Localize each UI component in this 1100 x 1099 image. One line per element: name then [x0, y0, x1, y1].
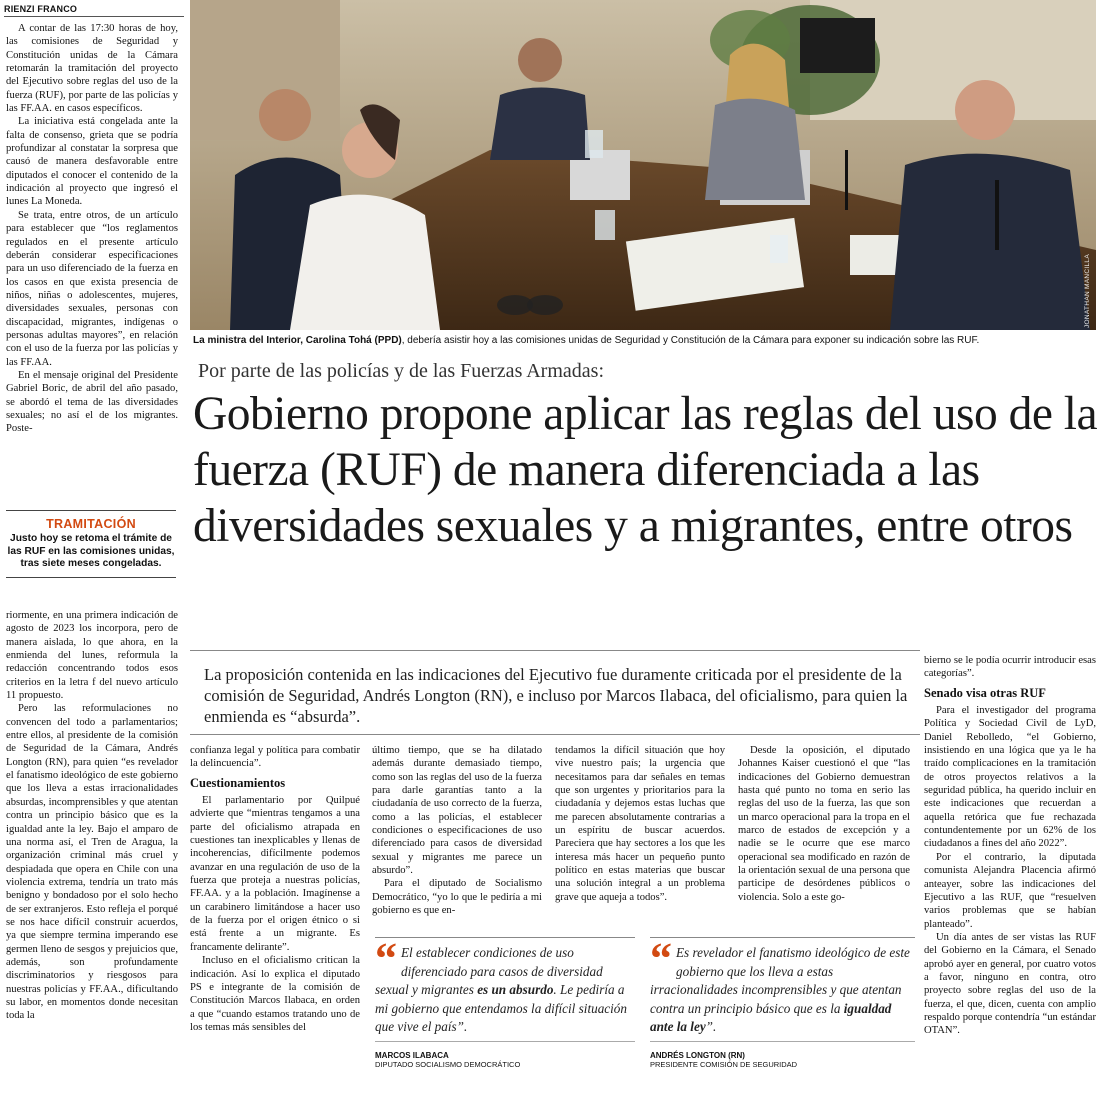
article-column-2: [190, 744, 360, 1034]
quote-text-part: . Le pediría a mi gobierno que entendamos la difícil situación que vive el país”.: [375, 982, 627, 1034]
paragraph: El parlamentario por Quilpué advierte que “mientras tengamos a una parte del oficialismo atrapada en cuestiones tan inexplicables y llenas de incoherencias, difícilmente podemos avanzar en una regulación de uso de la fuerza que proteja a nuestras policías, FF.AA. y a la población. Imagínense a un carabinero limitándose a hacer uso de la fuerza por el origen étnico o si está frente a un migrante. Es francamente delirante”.: [190, 795, 360, 953]
article-column-4: [555, 744, 725, 904]
article-column-6: [924, 654, 1096, 1038]
article-column-1-top: [6, 22, 178, 436]
article-column-5: [738, 744, 910, 904]
paragraph: Un día antes de ser vistas las RUF del Gobierno en la Cámara, el Senado aprobó ayer en general, por cuatro votos a favor, ninguno en contra, otro proyecto sobre reglas del uso de la fuerza, el que, dicen, cuenta con amplio respaldo porque contendría “un estándar OTAN”.: [924, 931, 1096, 1037]
quote-mark-icon: “: [375, 934, 397, 983]
quote-text: [375, 934, 635, 1037]
lead-paragraph: La proposición contenida en las indicaciones del Ejecutivo fue duramente criticada por el presidente de la comisión de Seguridad, Andrés Longton (RN), e incluso por Marcos Ilabaca, del oficialismo, para quien la enmienda es “absurda”.: [204, 665, 908, 726]
caption-text: , debería asistir hoy a las comisiones unidas de Seguridad y Constitución de la Cámara para exponer su indicación sobre las RUF.: [401, 335, 980, 346]
paragraph: riormente, en una primera indicación de agosto de 2023 los incorpora, pero de manera aislada, lo que ahora, en la enmienda del lunes, reformula la redacción concentrando todos esos criterios en la letra f del nuevo artículo 11 propuesto.: [6, 610, 178, 702]
paragraph: En el mensaje original del Presidente Gabriel Boric, de abril del año pasado, se abordó el tema de las diversidades sexuales; no así el de los migrantes. Poste-: [6, 369, 178, 435]
divider: [190, 650, 920, 651]
news-photo: [190, 0, 1096, 330]
quote-author-role: DIPUTADO SOCIALISMO DEMOCRÁTICO: [375, 1059, 521, 1069]
caption-bold: La ministra del Interior, Carolina Tohá (PPD): [193, 335, 402, 346]
paragraph: bierno se le podía ocurrir introducir esas categorías”.: [924, 655, 1096, 680]
quote-author: MARCOS ILABACA: [375, 1050, 449, 1060]
paragraph: último tiempo, que se ha dilatado además durante demasiado tiempo, como son las reglas del uso de la fuerza para darle garantías tanto a la ciudadanía de uso correcto de la fuerza, como a las policías, el establecer condiciones o especificaciones de uso diferenciado para casos de diversidad sexual y migrantes me parece un absurdo”.: [372, 745, 542, 877]
quote-text: [650, 934, 915, 1037]
quote-text-bold: igualdad ante la ley: [650, 1000, 892, 1034]
tramitacion-box: [6, 510, 176, 578]
paragraph: Desde la oposición, el diputado Johannes Kaiser cuestionó el que “las indicaciones del Gobierno demuestran hasta qué punto no toma en serio las reglas del uso de la fuerza, las que son un marco operacional para la tropa en el marco de estados de excepción y a nadie se le ocurre que ese marco operacional sea modificado en razón de la orientación sexual de una persona que participe de desórdenes públicos o violencia. Solo a este go-: [738, 745, 910, 903]
quote-author-role: PRESIDENTE COMISIÓN DE SEGURIDAD: [650, 1059, 798, 1069]
paragraph: Para el diputado de Socialismo Democrático, “yo lo que le pediría a mi gobierno es que en-: [372, 878, 542, 917]
quote-mark-icon: “: [650, 934, 672, 983]
quote-text-part: El establecer condiciones de uso diferenciado para casos de diversidad sexual y migrantes: [375, 945, 603, 997]
article-column-1-bottom: [6, 609, 178, 1023]
quote-text-part: Es revelador el fanatismo ideológico de este gobierno que los lleva a estas irracionalidades incomprensibles y que atentan contra un principio básico que es la: [650, 945, 910, 1016]
article-column-3: [372, 744, 542, 917]
quote-author: ANDRÉS LONGTON (RN): [650, 1050, 745, 1060]
photo-caption: [193, 334, 1098, 347]
kicker: Por parte de las policías y de las Fuerzas Armadas:: [198, 360, 604, 382]
meeting-photo-illustration: [190, 0, 1096, 330]
pull-quote-ilabaca: [375, 934, 635, 1069]
paragraph: Se trata, entre otros, de un artículo para establecer que “los reglamentos regulados en el presente artículo deberán considerar especificaciones para un uso diferenciado de la fuerza en los casos en que exista presencia de niños, niñas o adolescentes, mujeres, diversidades sexuales, personas con discapacidad, migrantes, indígenas o personas adultas mayores”, en relación con el uso de la fuerza por las policías y las FF.AA.: [6, 209, 178, 368]
quote-attribution: [650, 1041, 915, 1069]
paragraph: tendamos la difícil situación que hoy vive nuestro país; la urgencia que necesitamos para dar señales en temas que son urgentes y prioritarios para la ciudadanía y dejemos estas luchas que me parecen absolutamente contrarias a un espíritu de buscar acuerdos. Pareciera que hay sectores a los que les interesa más hacer un pequeño punto político en estas materias que buscar una solución integral a un problema grave que aqueja a todos”.: [555, 745, 725, 903]
paragraph: Por el contrario, la diputada comunista Alejandra Placencia afirmó anteayer, sobre las indicaciones del Ejecutivo a las RUF, que “resuelven varios problemas que se habían planteado”.: [924, 851, 1096, 930]
paragraph: confianza legal y política para combatir la delincuencia”.: [190, 745, 360, 770]
pull-quote-longton: [650, 934, 915, 1069]
tramitacion-label: TRAMITACIÓN: [46, 517, 136, 531]
tramitacion-text: Justo hoy se retoma el trámite de las RUF en las comisiones unidas, tras siete meses congeladas.: [7, 533, 175, 569]
headline: Gobierno propone aplicar las reglas del uso de la fuerza (RUF) de manera diferenciada a las diversidades sexuales y a migrantes, entre otros: [193, 388, 1098, 552]
byline: RIENZI FRANCO: [4, 4, 184, 17]
paragraph: Incluso en el oficialismo critican la indicación. Así lo explica el diputado PS e integrante de la comisión de Constitución Marcos Ilabaca, en orden a que “cuando estamos tratando uno de los temas más sensibles del: [190, 955, 360, 1033]
subhead-senado: Senado visa otras RUF: [924, 685, 1046, 700]
photo-credit: JONATHAN MANCILLA: [1084, 254, 1091, 328]
subhead-cuestionamientos: Cuestionamientos: [190, 775, 286, 790]
quote-text-bold: es un absurdo: [477, 982, 554, 997]
paragraph: Pero las reformulaciones no convencen del todo a parlamentarios; entre ellos, al presidente de la comisión de Seguridad de la Cámara, Andrés Longton (RN), para quien “es revelador el fanatismo ideológico de este gobierno que los lleva a estas irracionalidades absurdas, incomprensibles y que atentan contra un principio básico que es la igualdad ante la ley. Bajo el amparo de una norma así, el Tren de Aragua, la organización criminal más cruel y despiadada que opera en Chile con una violencia extrema, tendría un trato más benigno y bondadoso por el solo hecho de ser extranjeros. Esto refleja el porqué se nos hace difícil construir acuerdos, ya que siempre termina imperando ese germen lleno de sesgos y prejuicios que, además, son profundamente discriminatorios y riesgosos para nuestras policías y FF.AA., dificultando su labor, en momentos donde necesitan toda la: [6, 703, 178, 1022]
quote-attribution: [375, 1041, 635, 1069]
divider: [190, 734, 920, 735]
quote-text-part: ”.: [705, 1019, 717, 1034]
paragraph: A contar de las 17:30 horas de hoy, las comisiones de Seguridad y Constitución unidas de la Cámara retomarán la tramitación del proyecto del Ejecutivo sobre reglas del uso de la fuerza (RUF), por parte de las policías y las FF.AA. en casos específicos.: [6, 23, 178, 115]
paragraph: La iniciativa está congelada ante la falta de consenso, grieta que se podría profundizar al constatar la sorpresa que causó de manera desfavorable entre diputados el conocer el contenido de la indicación al proyecto que ingresó el lunes La Moneda.: [6, 116, 178, 208]
paragraph: Para el investigador del programa Política y Sociedad Civil de LyD, Daniel Rebolledo, “el Gobierno, insistiendo en una lógica que ya le ha traído complicaciones en la tramitación de otros proyectos relativos a la seguridad pública, ha querido incluir en este indicaciones que recuerdan a aquella retórica que fue rechazada contundentemente por un 62% de los ciudadanos a fines del año 2022”.: [924, 705, 1096, 850]
